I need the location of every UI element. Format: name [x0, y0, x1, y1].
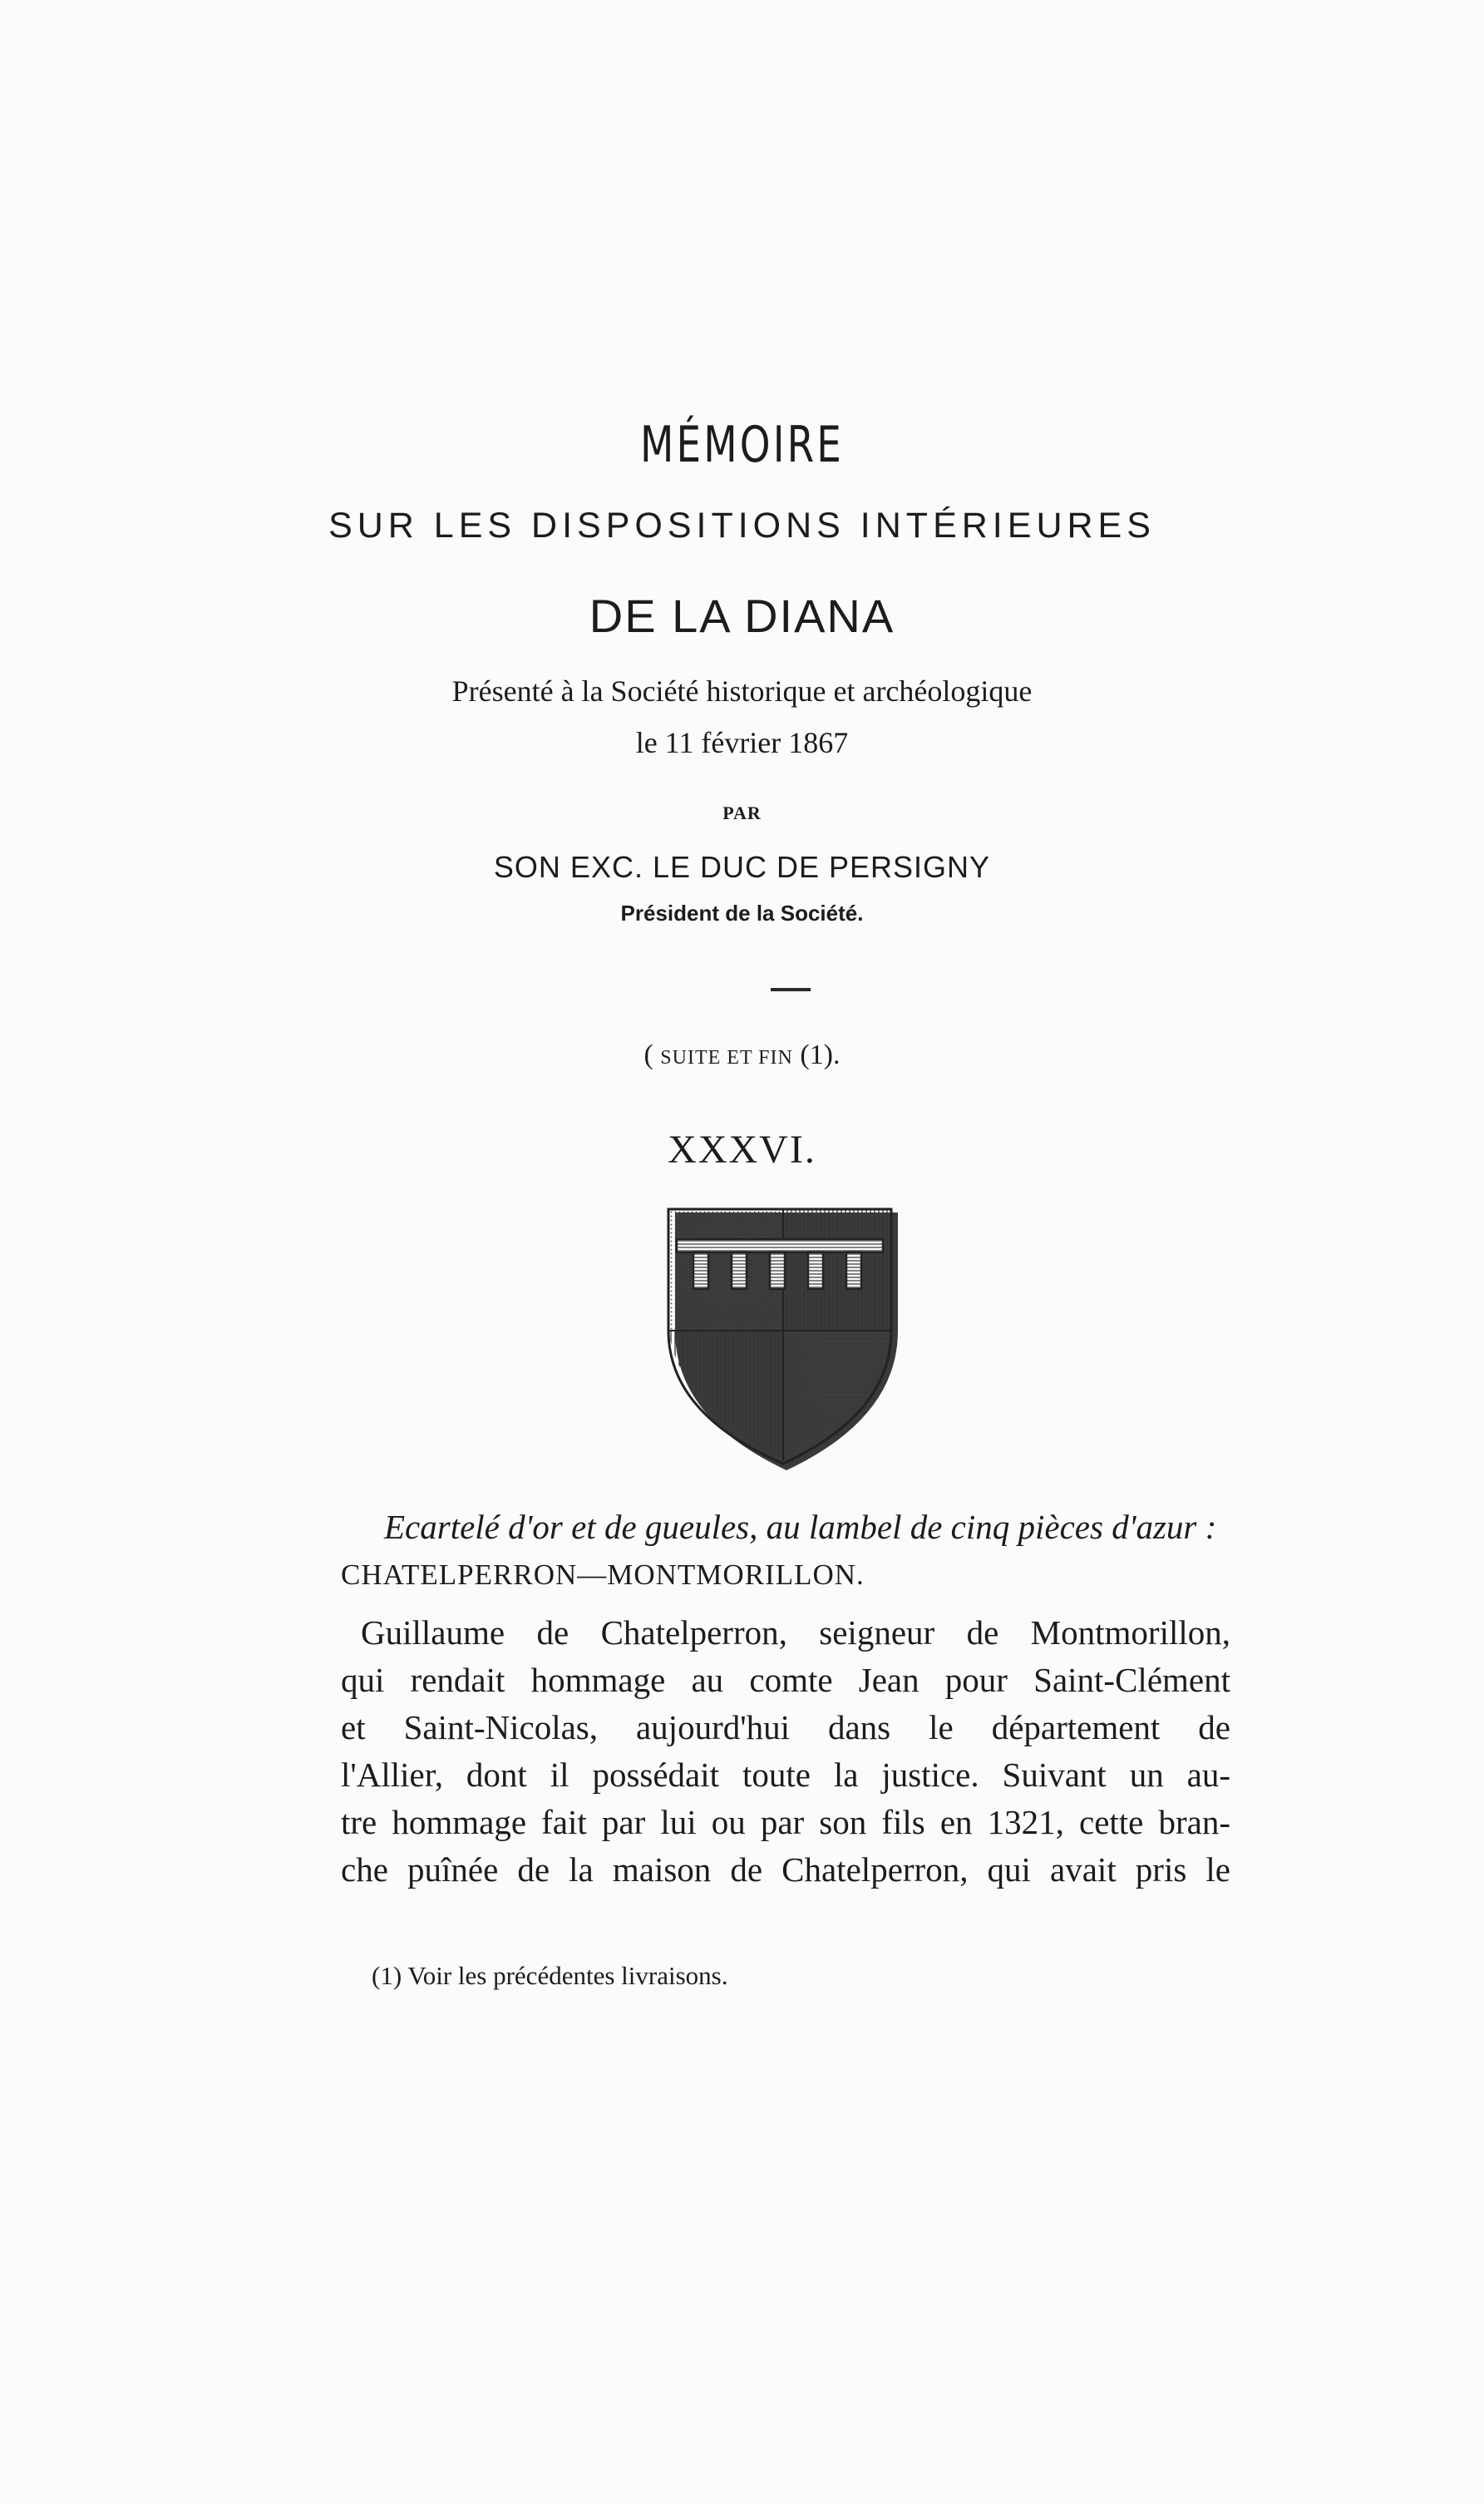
- page-title: MÉMOIRE: [640, 416, 844, 474]
- paragraph-line: et Saint-Nicolas, aujourd'hui dans le département de: [341, 1708, 1230, 1746]
- paragraph-line: qui rendait hommage au comte Jean pour Saint-Clément: [341, 1661, 1230, 1699]
- coat-of-arms-icon: [665, 1206, 901, 1472]
- paragraph-line: l'Allier, dont il possédait toute la justice. Suivant un au-: [341, 1756, 1230, 1794]
- presentation-line-1: Présenté à la Société historique et archéologique: [451, 674, 1033, 708]
- author-name: SON EXC. LE DUC DE PERSIGNY: [493, 850, 991, 884]
- subtitle-line-1: SUR LES DISPOSITIONS INTÉRIEURES: [328, 506, 1156, 546]
- by-label: PAR: [722, 803, 762, 823]
- continuation-note: [0, 1040, 1484, 1071]
- paragraph-line: che puînée de la maison de Chatelperron, qui avait pris le: [341, 1850, 1230, 1889]
- family-names: CHATELPERRON—MONTMORILLON.: [341, 1558, 865, 1591]
- blazon-description: [341, 1504, 1230, 1598]
- paragraph-line: tre hommage fait par lui ou par son fils en 1321, cette bran-: [341, 1803, 1230, 1841]
- author-title: Président de la Société.: [620, 901, 864, 926]
- continuation-label: SUITE ET FIN: [660, 1047, 793, 1069]
- footnote-reference: (1).: [792, 1040, 841, 1070]
- paragraph-line: Guillaume de Chatelperron, seigneur de Montmorillon,: [361, 1613, 1230, 1652]
- blazon-text: Ecartelé d'or et de gueules, au lambel de cinq pièces d'azur :: [384, 1508, 1217, 1546]
- continuation-open: (: [643, 1040, 661, 1070]
- section-number: XXXVI.: [668, 1128, 816, 1172]
- subtitle-line-2: DE LA DIANA: [589, 590, 895, 642]
- presentation-date: le 11 février 1867: [635, 726, 849, 759]
- separator-rule: [771, 988, 811, 991]
- body-paragraph: [341, 1609, 1230, 1894]
- footnote: (1) Voir les précédentes livraisons.: [372, 1961, 728, 1990]
